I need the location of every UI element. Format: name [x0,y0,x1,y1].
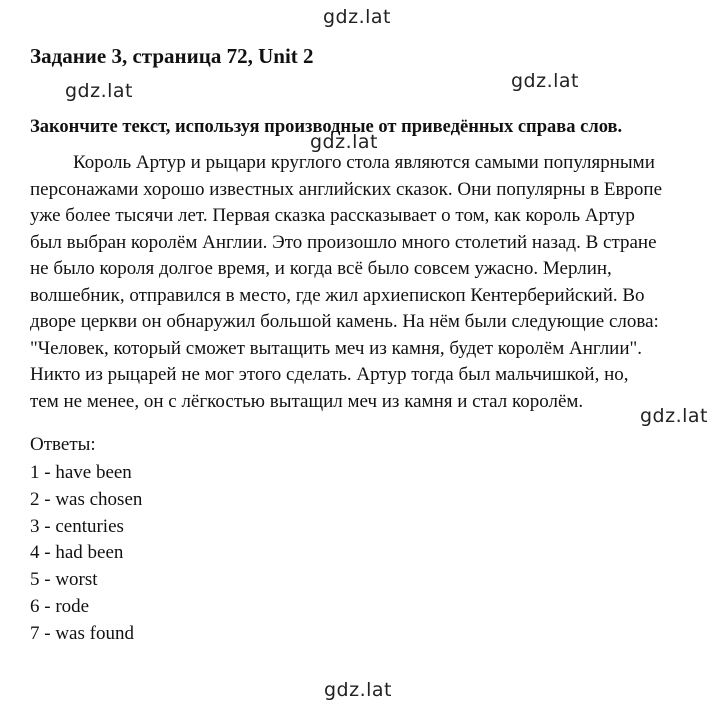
task-instruction: Закончите текст, используя производные от приведённых справа слов. [30,117,623,137]
answer-item: 7 - was found [30,622,134,644]
answer-item: 4 - had been [30,542,124,564]
answer-item: 2 - was chosen [30,488,143,510]
paragraph-line: дворе церкви он обнаружил большой камень. На нём были следующие слова: [30,311,659,332]
answer-item: 1 - have been [30,462,132,483]
watermark: gdz.lat [511,70,580,92]
paragraph-line: "Человек, который сможет вытащить меч из камня, будет королём Англии". [30,337,643,359]
answer-item: 3 - centuries [30,515,124,537]
paragraph-line: уже более тысячи лет. Первая сказка рассказывает о том, как король Артур [30,205,635,226]
paragraph-line: волшебник, отправился в место, где жил архиепископ Кентерберийский. Во [30,284,645,306]
paragraph-line: не было короля долгое время, и когда всё было совсем ужасно. Мерлин, [30,258,612,279]
text-paragraph [30,150,720,415]
watermark: gdz.lat [323,6,392,28]
watermark: gdz.lat [65,80,134,102]
answers-heading: Ответы: [30,434,96,455]
answers-list [30,460,142,648]
answer-item: 5 - worst [30,569,98,591]
watermark: gdz.lat [310,131,379,153]
paragraph-line: Никто из рыцарей не мог этого сделать. Артур тогда был мальчишкой, но, [30,364,629,385]
answer-item: 6 - rode [30,595,90,617]
paragraph-line: персонажами хорошо известных английских сказок. Они популярны в Европе [30,178,663,200]
watermark: gdz.lat [640,405,709,427]
paragraph-line: Король Артур и рыцари круглого стола являются самыми популярными [73,152,655,173]
paragraph-line: тем не менее, он с лёгкостью вытащил меч из камня и стал королём. [30,390,584,412]
watermark: gdz.lat [324,679,393,701]
page-title: Задание 3, страница 72, Unit 2 [30,44,314,68]
paragraph-line: был выбран королём Англии. Это произошло много столетий назад. В стране [30,231,657,253]
